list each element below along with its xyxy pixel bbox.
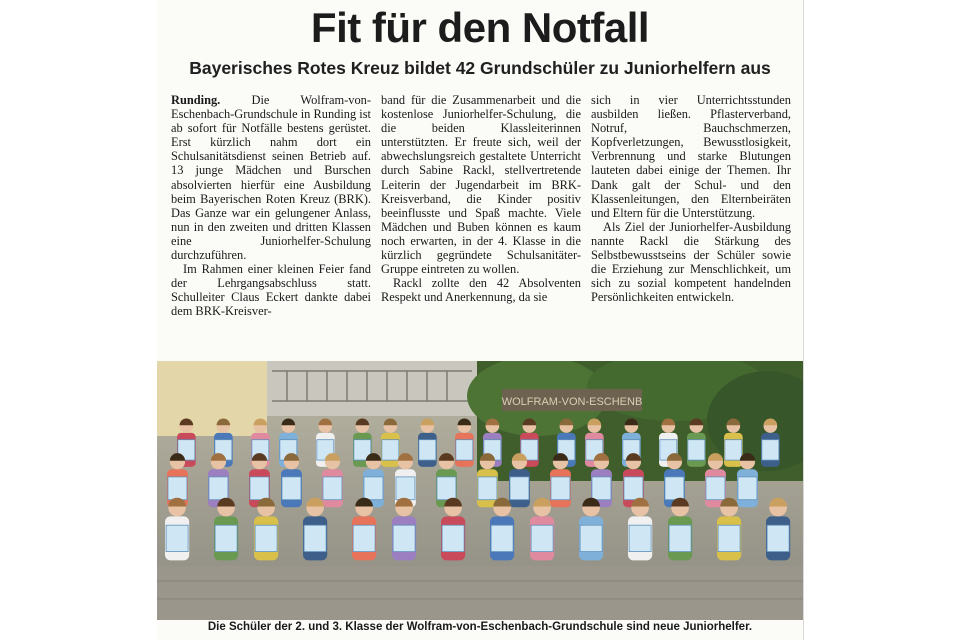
child-figure — [550, 453, 571, 507]
child-figure — [724, 418, 743, 466]
group-photo — [157, 361, 803, 620]
newspaper-clipping — [157, 0, 804, 640]
child-figure — [281, 453, 302, 507]
dateline: Runding. — [171, 93, 221, 107]
child-figure — [254, 498, 278, 561]
child-figure — [477, 453, 498, 507]
child-figure — [761, 418, 780, 466]
paragraph — [171, 93, 371, 262]
child-figure — [381, 418, 400, 466]
child-figure — [441, 498, 465, 561]
article-headline: Fit für den Notfall — [310, 4, 650, 51]
text-column-2 — [381, 93, 581, 353]
child-figure — [530, 498, 554, 561]
child-figure — [579, 498, 603, 561]
child-figure — [303, 498, 327, 561]
child-figure — [705, 453, 726, 507]
paragraph-text: Die Wolfram-von-Eschenbach-Grundschule in Runding ist ab sofort für Notfälle bestens gerüstet. Erst kürzlich nahm dort ein Schulsanitätsdienst seinen Betrieb auf. 13 junge Mädchen und Burschen absolvierten hierfür eine Ausbildung beim Bayerischen Roten Kreuz (BRK). Das Ganze war ein gelungener Anlass, nun in den zweiten und dritten Klassen eine Juniorhelfer-Schulung durchzuführen. — [171, 93, 371, 263]
child-figure — [455, 418, 474, 466]
article-subheadline: Bayerisches Rotes Kreuz bildet 42 Grundschüler zu Juniorhelfern aus — [189, 58, 771, 78]
text-column-3 — [591, 93, 791, 353]
child-figure — [628, 498, 652, 561]
sign-text: WOLFRAM-VON-ESCHENB — [501, 396, 643, 408]
child-figure — [668, 498, 692, 561]
child-figure — [392, 498, 416, 561]
group-photo-illustration — [157, 361, 803, 620]
child-figure — [418, 418, 437, 466]
paragraph: sich in vier Unterrichtsstunden ausbilden ließen. Pflasterverband, Notruf, Bauchschmerzen, Kopfverletzungen, Bewusstlosigkeit, Verbrennung und starke Blutungen lauteten dabei einige der Themen. Ihr Dank galt der Schul- und den Klassenleitungen, den Elternbeiräten und Eltern für die Unterstützung. — [591, 93, 791, 220]
child-figure — [165, 498, 189, 561]
child-figure — [214, 498, 238, 561]
paragraph: Im Rahmen einer kleinen Feier fand der Lehrgangsabschluss statt. Schulleiter Claus Eckert dankte dabei dem BRK-Kreisver- — [171, 262, 371, 319]
photo-caption: Die Schüler der 2. und 3. Klasse der Wolfram-von-Eschenbach-Grundschule sind neue Juniorhelfer. — [207, 621, 753, 633]
child-figure — [509, 453, 530, 507]
paragraph: band für die Zusammenarbeit und die kostenlose Juniorhelfer-Schulung, die die beiden Klassleiterinnen unterstützten. Er freute sich, weil der abwechslungsreich gestaltete Unterricht durch Sabine Rackl, stellvertretende Leiterin der Jugendarbeit im BRK-Kreisverband, die Kinder positiv beeinflusste und Spaß machte. Viele Mädchen und Buben können es kaum noch erwarten, in der 4. Klasse in die kürzlich gegründete Schulsanitäter-Gruppe eintreten zu wollen. — [381, 93, 581, 277]
child-figure — [737, 453, 758, 507]
child-figure — [717, 498, 741, 561]
article-body — [171, 93, 791, 353]
child-figure — [322, 453, 343, 507]
child-figure — [766, 498, 790, 561]
paragraph: Rackl zollte den 42 Absolventen Respekt und Anerkennung, da sie — [381, 276, 581, 305]
child-figure — [490, 498, 514, 561]
paragraph: Als Ziel der Juniorhelfer-Ausbildung nannte Rackl die Stärkung des Selbstbewusstseins der Schüler sowie die Erziehung zur Menschlichkeit, um sich zu sozial kompetent handelnden Persönlichkeiten entwickeln. — [591, 219, 791, 305]
text-column-1 — [171, 93, 371, 353]
child-figure — [352, 498, 376, 561]
child-figure — [687, 418, 706, 466]
